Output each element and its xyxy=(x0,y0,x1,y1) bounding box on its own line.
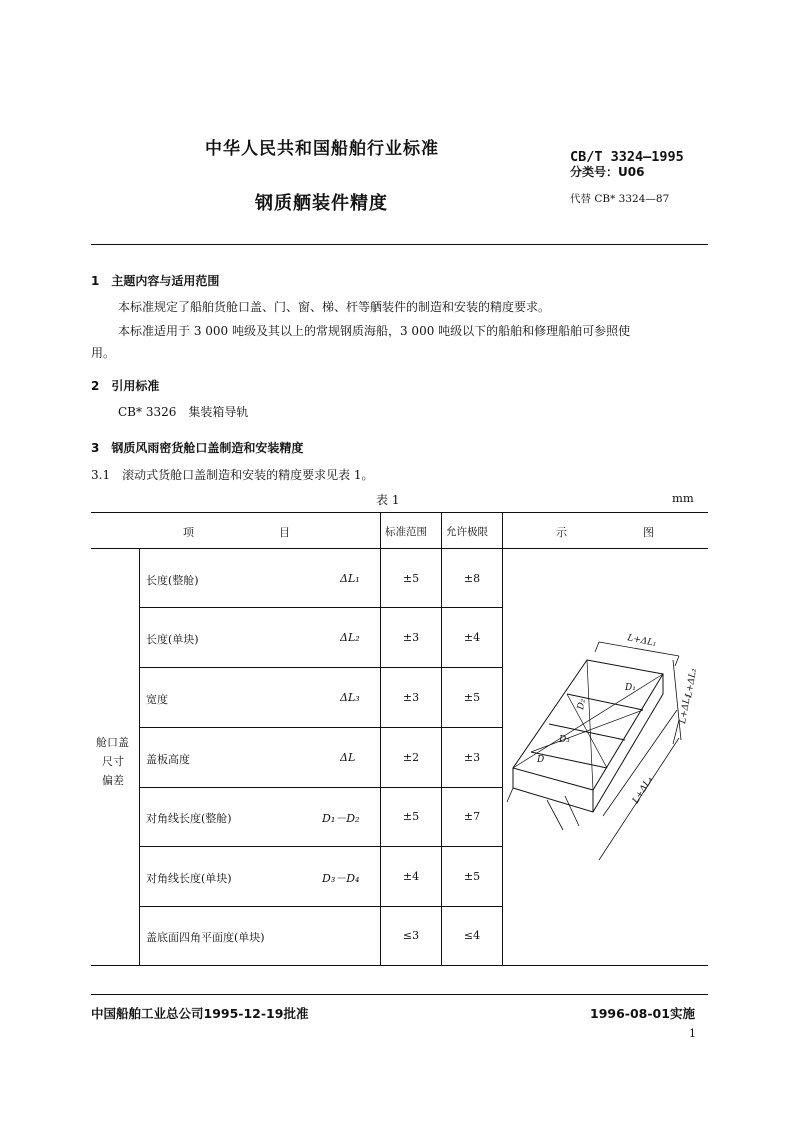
section-3-1-text: 3.1 滚动式货舱口盖制造和安装的精度要求见表 1。 xyxy=(91,468,374,482)
group-label-line-3: 偏差 xyxy=(102,774,124,787)
table-header-border xyxy=(91,548,708,549)
standard-category-title: 中华人民共和国船舶行业标准 xyxy=(205,139,439,159)
row-limit-value: ±7 xyxy=(463,810,481,823)
header-divider xyxy=(91,244,708,245)
row-divider-2 xyxy=(139,667,502,668)
effective-date: 1996-08-01实施 xyxy=(590,1006,695,1021)
header-diagram-a: 示 xyxy=(556,526,567,539)
section-1-paragraph-1: 本标准规定了船舶货舱口盖、门、窗、梯、杆等舾装件的制造和安装的精度要求。 xyxy=(118,300,551,314)
row-limit-value: ±3 xyxy=(463,751,481,764)
row-limit-value: ±4 xyxy=(463,631,481,644)
hatch-cover-diagram xyxy=(503,620,707,870)
approval-note: 中国船舶工业总公司1995-12-19批准 xyxy=(91,1006,309,1021)
row-limit-value: ≤4 xyxy=(463,929,481,942)
row-divider-6 xyxy=(139,906,502,907)
row-standard-value: ≤3 xyxy=(402,929,420,942)
footer-divider xyxy=(91,994,708,995)
row-item-name: 宽度 xyxy=(146,693,168,706)
classification-number: 分类号：U06 xyxy=(570,165,645,179)
standard-code: CB/T 3324—1995 xyxy=(570,149,684,165)
header-standard-range: 标准范围 xyxy=(385,526,427,538)
row-divider-5 xyxy=(139,846,502,847)
section-2-heading: 2 引用标准 xyxy=(91,379,160,393)
row-item-name: 长度(整舱) xyxy=(146,574,199,587)
row-item-name: 盖板高度 xyxy=(146,753,190,766)
row-divider-3 xyxy=(139,727,502,728)
row-item-name: 对角线长度(单块) xyxy=(146,872,232,885)
col-divider-group xyxy=(139,548,140,965)
header-diagram-b: 图 xyxy=(643,526,654,539)
header-item-b: 目 xyxy=(279,526,290,539)
row-item-name: 盖底面四角平面度(单块) xyxy=(146,931,265,944)
section-1-paragraph-2: 本标准适用于 3 000 吨级及其以上的常规钢质海船，3 000 吨级以下的船舶和修理船舶可参照使 xyxy=(118,324,631,338)
row-standard-value: ±5 xyxy=(402,572,420,585)
table-bottom-border xyxy=(91,965,708,966)
row-item-symbol: ΔL₂ xyxy=(340,631,360,644)
diagram-label-d2: D₂ xyxy=(576,698,588,711)
document-title: 钢质舾装件精度 xyxy=(255,193,388,214)
table-top-border xyxy=(91,512,708,513)
diagram-label-d3: D₃ xyxy=(559,735,570,745)
referenced-standard: CB* 3326 集装箱导轨 xyxy=(118,405,249,419)
row-standard-value: ±4 xyxy=(402,870,420,883)
row-divider-1 xyxy=(139,607,502,608)
row-item-name: 对角线长度(整舱) xyxy=(146,812,232,825)
row-standard-value: ±2 xyxy=(402,751,420,764)
diagram-label-l4: L+ΔL₄ xyxy=(631,775,656,806)
row-standard-value: ±3 xyxy=(402,631,420,644)
section-1-paragraph-2-continued: 用。 xyxy=(91,346,116,360)
row-standard-value: ±3 xyxy=(402,691,420,704)
row-item-symbol: ΔL₁ xyxy=(340,572,360,585)
row-item-symbol: D₃－D₄ xyxy=(322,872,360,885)
section-3-heading: 3 钢质风雨密货舱口盖制造和安装精度 xyxy=(91,441,304,455)
header-item-a: 项 xyxy=(183,526,194,539)
row-item-symbol: ΔL xyxy=(340,751,356,764)
row-item-name: 长度(单块) xyxy=(146,633,199,646)
replaces-standard: 代替 CB* 3324—87 xyxy=(570,193,670,205)
row-limit-value: ±8 xyxy=(463,572,481,585)
row-item-symbol: D₁－D₂ xyxy=(322,812,360,825)
diagram-label-l1: L+ΔL₁ xyxy=(626,633,658,650)
diagram-label-d1: D₁ xyxy=(625,683,636,693)
row-divider-4 xyxy=(139,787,502,788)
group-label-line-1: 舱口盖 xyxy=(96,736,129,749)
diagram-label-l2: L+ΔL₂ xyxy=(684,667,700,699)
diagram-label-l3: L+ΔL₃ xyxy=(678,693,694,725)
row-item-symbol: ΔL₃ xyxy=(340,691,360,704)
page-number: 1 xyxy=(689,1027,696,1040)
row-limit-value: ±5 xyxy=(463,691,481,704)
section-1-heading: 1 主题内容与适用范围 xyxy=(91,274,220,288)
header-allowable-limit: 允许极限 xyxy=(446,526,488,538)
table-unit: mm xyxy=(672,491,694,505)
group-label-line-2: 尺寸 xyxy=(102,755,124,768)
row-standard-value: ±5 xyxy=(402,810,420,823)
row-limit-value: ±5 xyxy=(463,870,481,883)
table-caption: 表 1 xyxy=(376,493,400,507)
diagram-label-d: D xyxy=(537,755,545,765)
